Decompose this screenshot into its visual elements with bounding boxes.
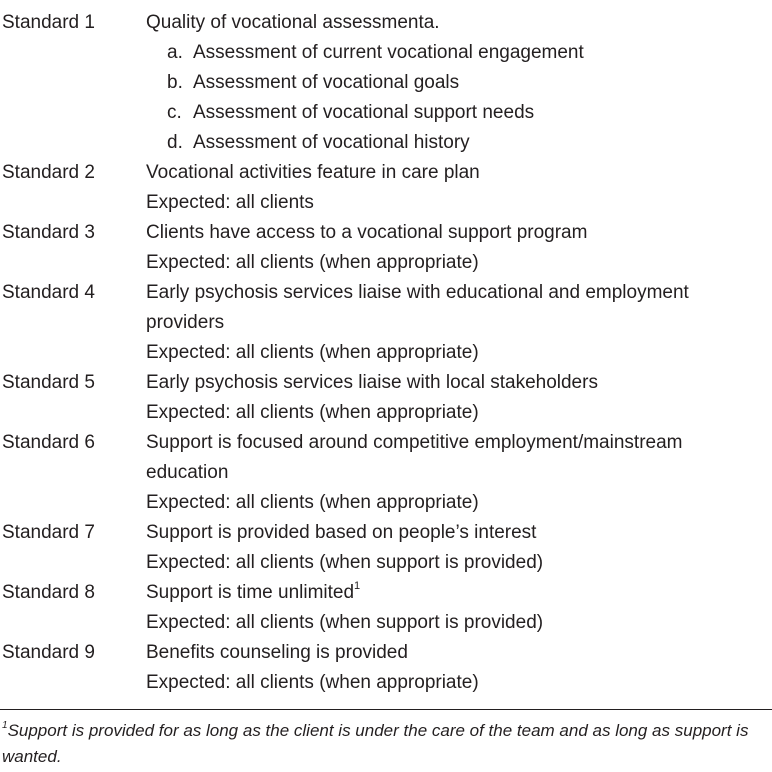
standard-expected: Expected: all clients (when appropriate) xyxy=(146,342,479,363)
standard-label: Standard 9 xyxy=(2,642,95,663)
standard-title: Clients have access to a vocational support program xyxy=(146,222,588,243)
subitem-letter: d. xyxy=(167,132,183,153)
standard-title: Vocational activities feature in care plan xyxy=(146,162,480,183)
standard-title: Benefits counseling is provided xyxy=(146,642,408,663)
standard-expected: Expected: all clients (when appropriate) xyxy=(146,492,479,513)
table-footnote xyxy=(2,718,768,770)
standard-label: Standard 4 xyxy=(2,282,95,303)
standard-label: Standard 5 xyxy=(2,372,95,393)
standard-label: Standard 2 xyxy=(2,162,95,183)
standard-expected: Expected: all clients xyxy=(146,192,314,213)
table-footer-divider xyxy=(0,709,772,710)
footnote-text: Support is provided for as long as the client is under the care of the team and as long as support is wanted. xyxy=(2,721,749,766)
standard-label: Standard 3 xyxy=(2,222,95,243)
subitem-text: Assessment of vocational goals xyxy=(193,72,460,93)
standard-expected: Expected: all clients (when support is provided) xyxy=(146,552,544,573)
standard-expected: Expected: all clients (when support is provided) xyxy=(146,612,544,633)
standard-title-wrap xyxy=(146,578,360,608)
standard-label: Standard 8 xyxy=(2,582,95,603)
standard-title-line2: providers xyxy=(146,312,225,333)
footnote-marker: 1 xyxy=(2,720,8,732)
footnote-reference: 1 xyxy=(354,579,361,592)
subitem-letter: c. xyxy=(167,102,182,123)
subitem-text: Assessment of vocational support needs xyxy=(193,102,535,123)
subitem-letter: a. xyxy=(167,42,183,63)
standard-label: Standard 6 xyxy=(2,432,95,453)
standard-title-line1: Early psychosis services liaise with educational and employment xyxy=(146,282,689,303)
standard-title: Quality of vocational assessmenta. xyxy=(146,12,440,33)
standard-title: Support is provided based on people’s interest xyxy=(146,522,537,543)
standard-label: Standard 7 xyxy=(2,522,95,543)
standard-expected: Expected: all clients (when appropriate) xyxy=(146,672,479,693)
standard-title: Early psychosis services liaise with local stakeholders xyxy=(146,372,598,393)
subitem-letter: b. xyxy=(167,72,183,93)
subitem-text: Assessment of current vocational engagement xyxy=(193,42,584,63)
standard-label: Standard 1 xyxy=(2,12,95,33)
standard-expected: Expected: all clients (when appropriate) xyxy=(146,252,479,273)
subitem-text: Assessment of vocational history xyxy=(193,132,470,153)
standard-expected: Expected: all clients (when appropriate) xyxy=(146,402,479,423)
standard-title-line2: education xyxy=(146,462,229,483)
standard-title: Support is time unlimited xyxy=(146,582,355,603)
standard-title-line1: Support is focused around competitive employment/mainstream xyxy=(146,432,683,453)
